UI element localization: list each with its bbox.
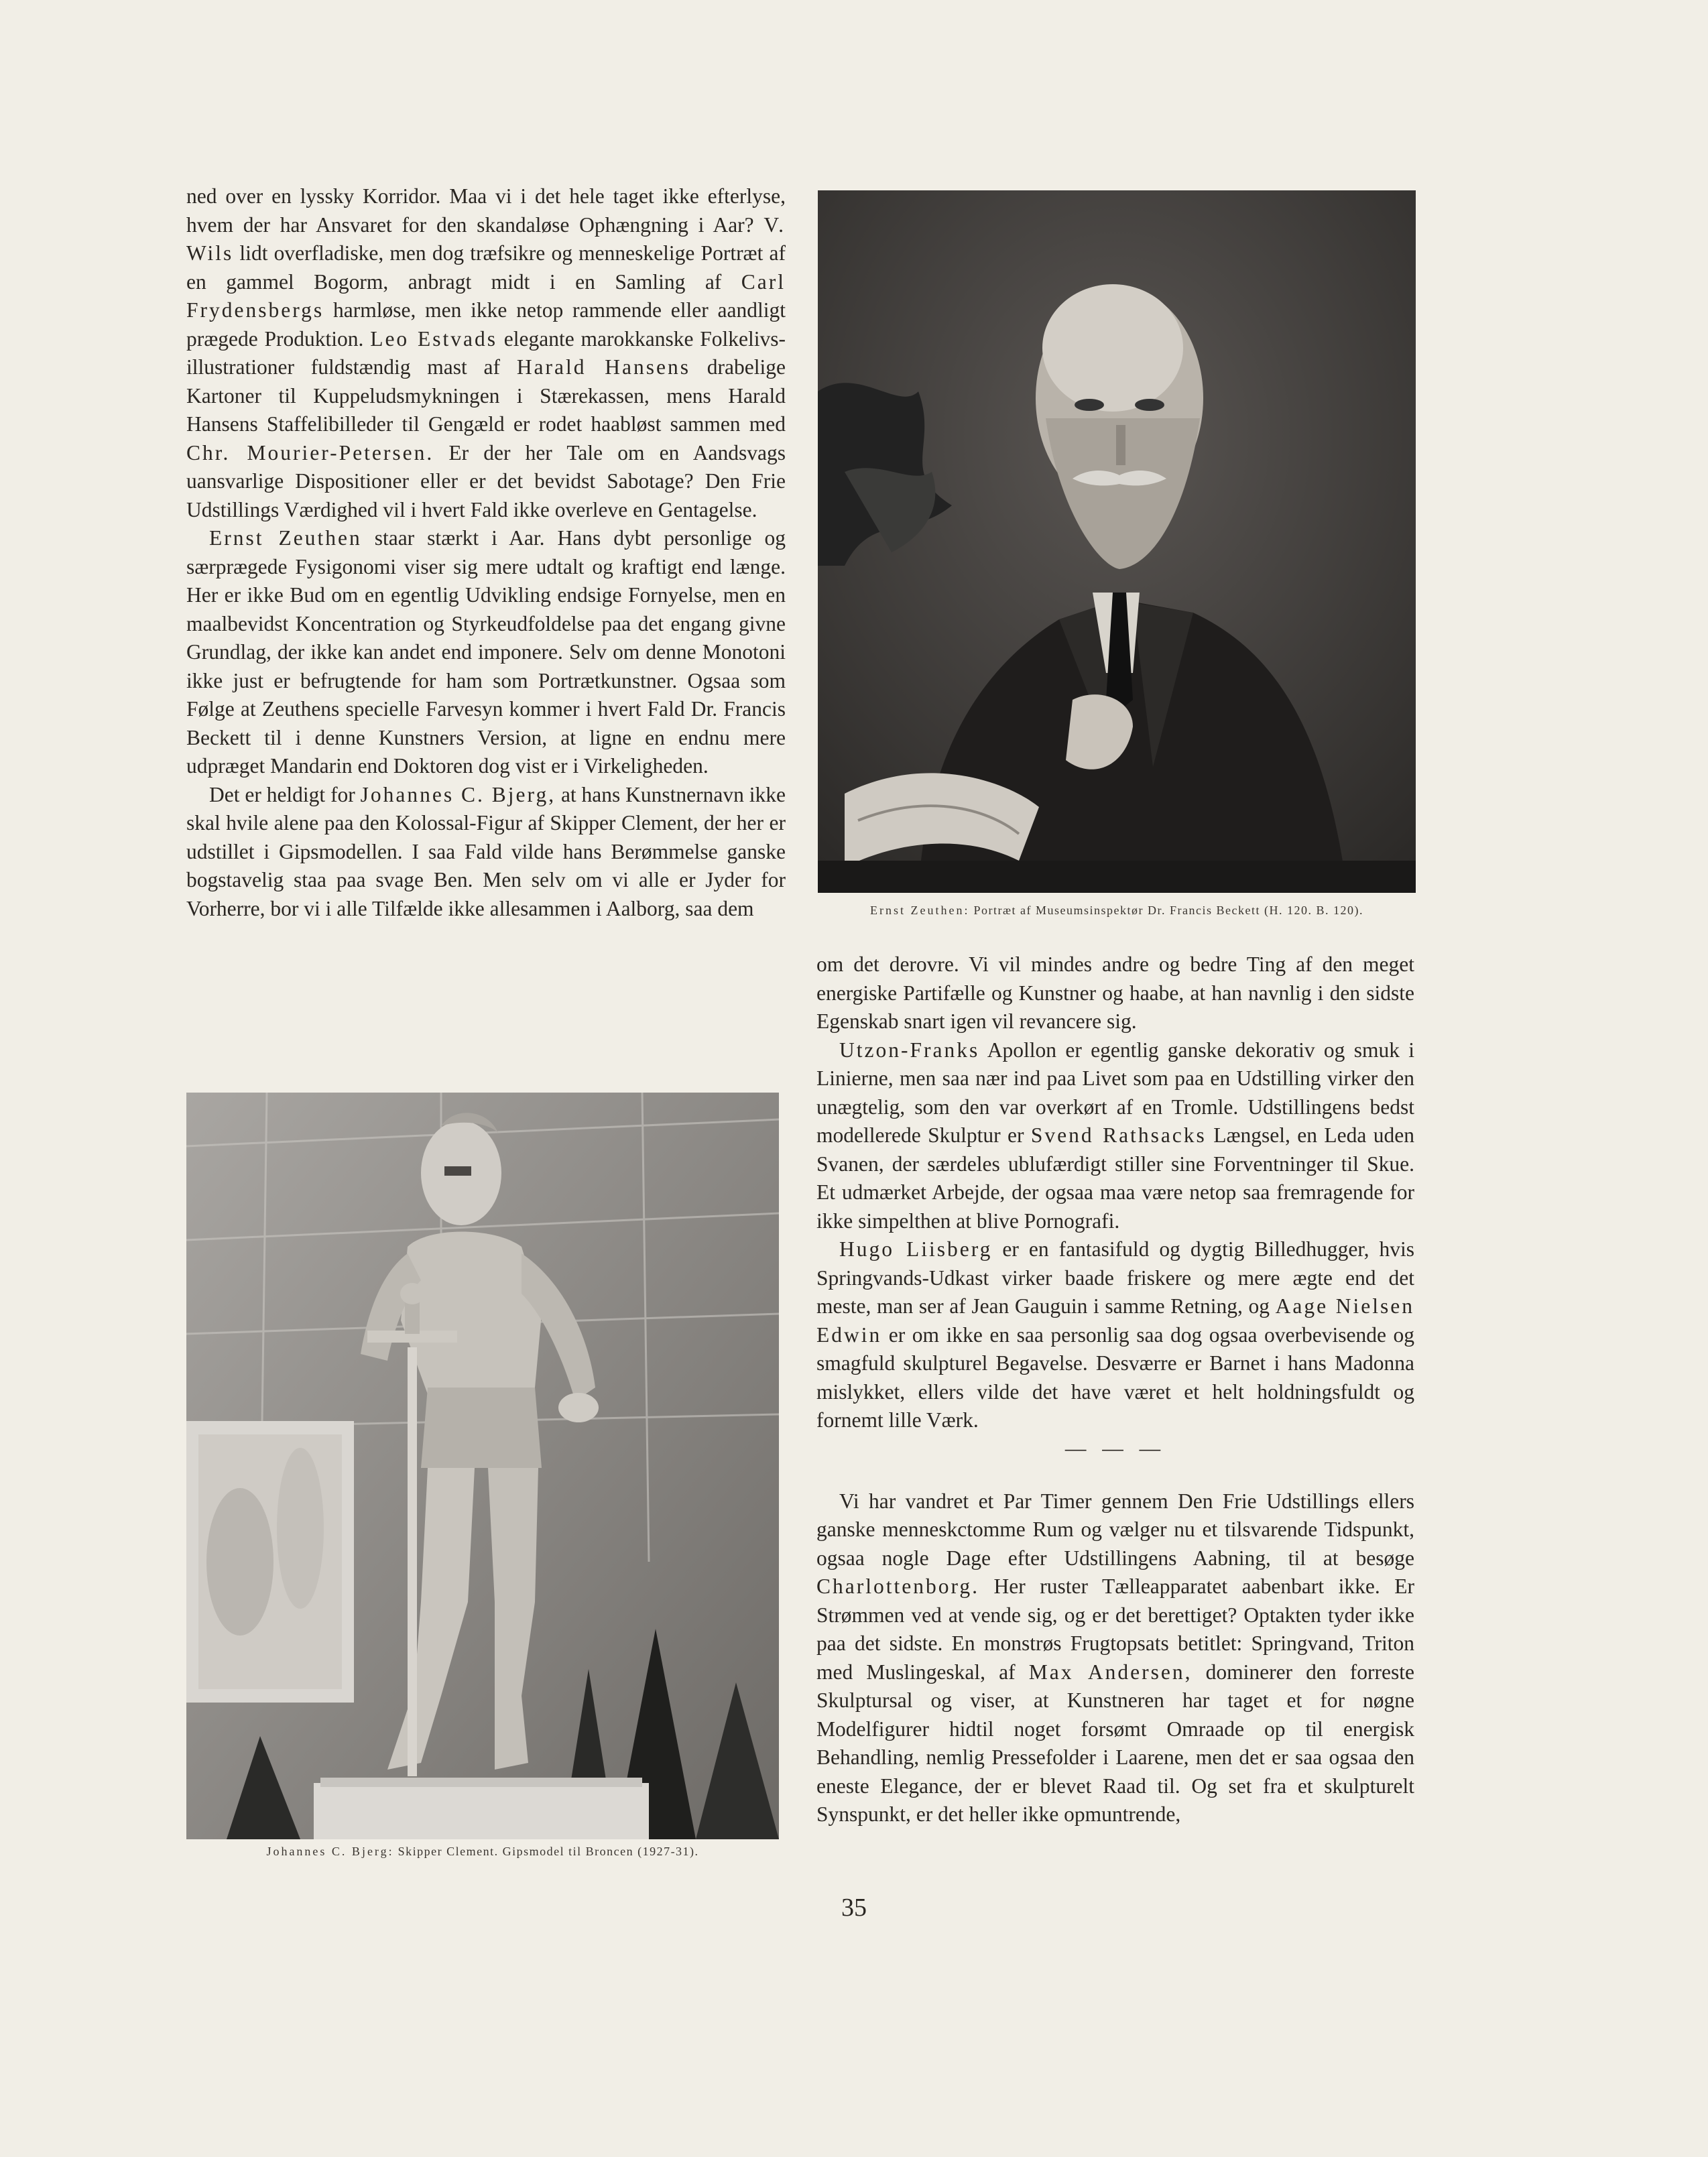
statue-caption	[186, 1845, 779, 1859]
spaced-name: Chr. Mourier-Petersen.	[186, 440, 434, 465]
portrait-caption-title: Portræt af Museumsinspektør Dr. Francis Beckett (H. 120. B. 120).	[969, 904, 1363, 917]
portrait-caption	[811, 904, 1422, 918]
paragraph	[186, 524, 786, 781]
paragraph	[186, 182, 786, 524]
paragraph-text: elegante marokkanske Folkelivsillustrationer fuldstændig mast af	[186, 326, 786, 379]
spaced-name: V. Wils	[186, 212, 786, 265]
paragraph-text: om det derovre. Vi vil mindes andre og bedre Ting af den meget energiske Partifælle og Kunstner og haabe, at han navnlig i den sidste Egenskab snart igen vil revancere sig.	[816, 952, 1414, 1033]
right-column-text	[816, 950, 1414, 1829]
spaced-name: Svend Rathsacks	[1030, 1123, 1207, 1147]
portrait-painting-graphic	[818, 190, 1416, 893]
spaced-name: Ernst Zeuthen	[209, 526, 362, 550]
spaced-name: Utzon-Franks	[839, 1038, 980, 1062]
portrait-painting-image	[818, 190, 1416, 893]
paragraph	[816, 1487, 1414, 1829]
statue-caption-title: Skipper Clement. Gipsmodel til Broncen (1927-31).	[393, 1845, 699, 1858]
paragraph-text: harmløse, men ikke netop rammende eller aandligt prægede Produktion.	[186, 298, 786, 351]
paragraph-text: at hans Kunstnernavn ikke skal hvile alene paa den Kolossal-Figur af Skipper Clement, der her er udstillet i Gipsmodellen. I saa Fald vilde hans Berømmelse ganske bogstavelig staa paa svage Ben. Men selv om vi alle er Jyder for Vorherre, bor vi i alle Tilfælde ikke allesammen i Aalborg, saa dem	[186, 782, 786, 920]
paragraph-text: lidt overfladiske, men dog træfsikre og menneskelige Portræt af en gammel Bogorm, anbragt midt i en Samling af	[186, 241, 786, 294]
paragraph	[816, 1235, 1414, 1435]
paragraph-text: ned over en lyssky Korridor. Maa vi i det hele taget ikke efterlyse, hvem der har Ansvaret for den skandaløse Ophængning i Aar?	[186, 184, 786, 237]
paragraph-text: drabelige Kartoner til Kuppeludsmykningen i Stærekassen, mens Harald Hansens Staffelibilleder til Gengæld er rodet haabløst sammen med	[186, 355, 786, 436]
statue-photo-image	[186, 1093, 779, 1839]
paragraph	[816, 950, 1414, 1036]
left-column-text	[186, 182, 786, 923]
paragraph-text: Apollon er egentlig ganske dekorativ og smuk i Linierne, men saa nær ind paa Livet som paa en Udstilling virker den unægtelig, som den var overkørt af en Tromle. Udstillingens bedst modellerede Skulptur er	[816, 1038, 1414, 1147]
paragraph-text: Længsel, en Leda uden Svanen, der særdeles ublufærdigt stiller sine Forventninger til Skue. Et udmærket Arbejde, der ogsaa maa være netop saa fremragende for ikke simpelthen at blive Pornografi.	[816, 1123, 1414, 1233]
spaced-name: Harald Hansens	[516, 355, 691, 379]
paragraph-text: staar stærkt i Aar. Hans dybt personlige og særprægede Fysigonomi viser sig mere udtalt og kraftigt end længe. Her er ikke Bud om en egentlig Udvikling endsige Fornyelse, men en maalbevidst Koncentration og Styrkeudfoldelse paa det engang givne Grundlag, der ikke kan andet end imponere. Selv om denne Monotoni ikke just er befrugtende for ham som Portrætkunstner. Ogsaa som Følge at Zeuthens specielle Farvesyn kommer i hvert Fald Dr. Francis Beckett til i denne Kunstners Version, at ligne en endnu mere udpræget Mandarin end Doktoren dog vist er i Virkeligheden.	[186, 526, 786, 778]
spaced-name: Carl Frydensbergs	[186, 269, 786, 322]
paragraph	[186, 781, 786, 924]
paragraph-text: Vi har vandret et Par Timer gennem Den Frie Udstillings ellers ganske menneskctomme Rum og vælger nu et tilsvarende Tidspunkt, ogsaa nogle Dage efter Udstillingens Aabning, til at besøge	[816, 1489, 1414, 1570]
paragraph-text: er om ikke en saa personlig saa dog ogsaa overbevisende og smagfuld skulpturel Begavelse. Desværre er Barnet i hans Madonna mislykket, ellers vilde det have været et helt holdningsfuldt og fornemt lille Værk.	[816, 1322, 1414, 1432]
paragraph-text: Er der her Tale om en Aandsvags uansvarlige Dispositioner eller er det bevidst Sabotage? Den Frie Udstillings Værdighed vil i hvert Fald ikke overleve en Gentagelse.	[186, 440, 786, 521]
paragraph	[816, 1036, 1414, 1236]
statue-caption-artist: Johannes C. Bjerg:	[266, 1845, 394, 1858]
spaced-name: Aage Nielsen Edwin	[816, 1294, 1414, 1347]
paragraph-text: Her ruster Tælleapparatet aabenbart ikke. Er Strømmen ved at vende sig, og er det berettiget? Optakten tyder ikke paa det sidste. En monstrøs Frugtopsats betitlet: Springvand, Triton med Muslingeskal, af	[816, 1575, 1414, 1684]
spaced-name: Hugo Liisberg	[839, 1237, 993, 1261]
statue-photo-graphic	[186, 1093, 779, 1839]
paragraph-text: dominerer den forreste Skulptursal og viser, at Kunstneren har taget et for nøgne Modelfigurer hidtil noget forsømt Omraade op til energisk Behandling, nemlig Pressefolder i Laarene, men det er saa ogsaa den eneste Elegance, der er blevet Raad til. Og set fra et skulpturelt Synspunkt, er det heller ikke opmuntrende,	[816, 1660, 1414, 1826]
spaced-name: Max Andersen,	[1028, 1660, 1193, 1684]
spaced-name: Leo Estvads	[370, 326, 497, 351]
section-separator: — — —	[1064, 1436, 1166, 1460]
spaced-name: Johannes C. Bjerg,	[360, 782, 556, 806]
spaced-name: Charlottenborg.	[816, 1575, 980, 1598]
paragraph-text: er en fantasifuld og dygtig Billedhugger, hvis Springvands-Udkast virker baade friskere og mere ægte end det meste, man ser af Jean Gauguin i samme Retning, og	[816, 1237, 1414, 1318]
paragraph-text: Det er heldigt for	[209, 782, 361, 806]
portrait-caption-artist: Ernst Zeuthen:	[870, 904, 970, 917]
page-number: 35	[841, 1894, 867, 1922]
